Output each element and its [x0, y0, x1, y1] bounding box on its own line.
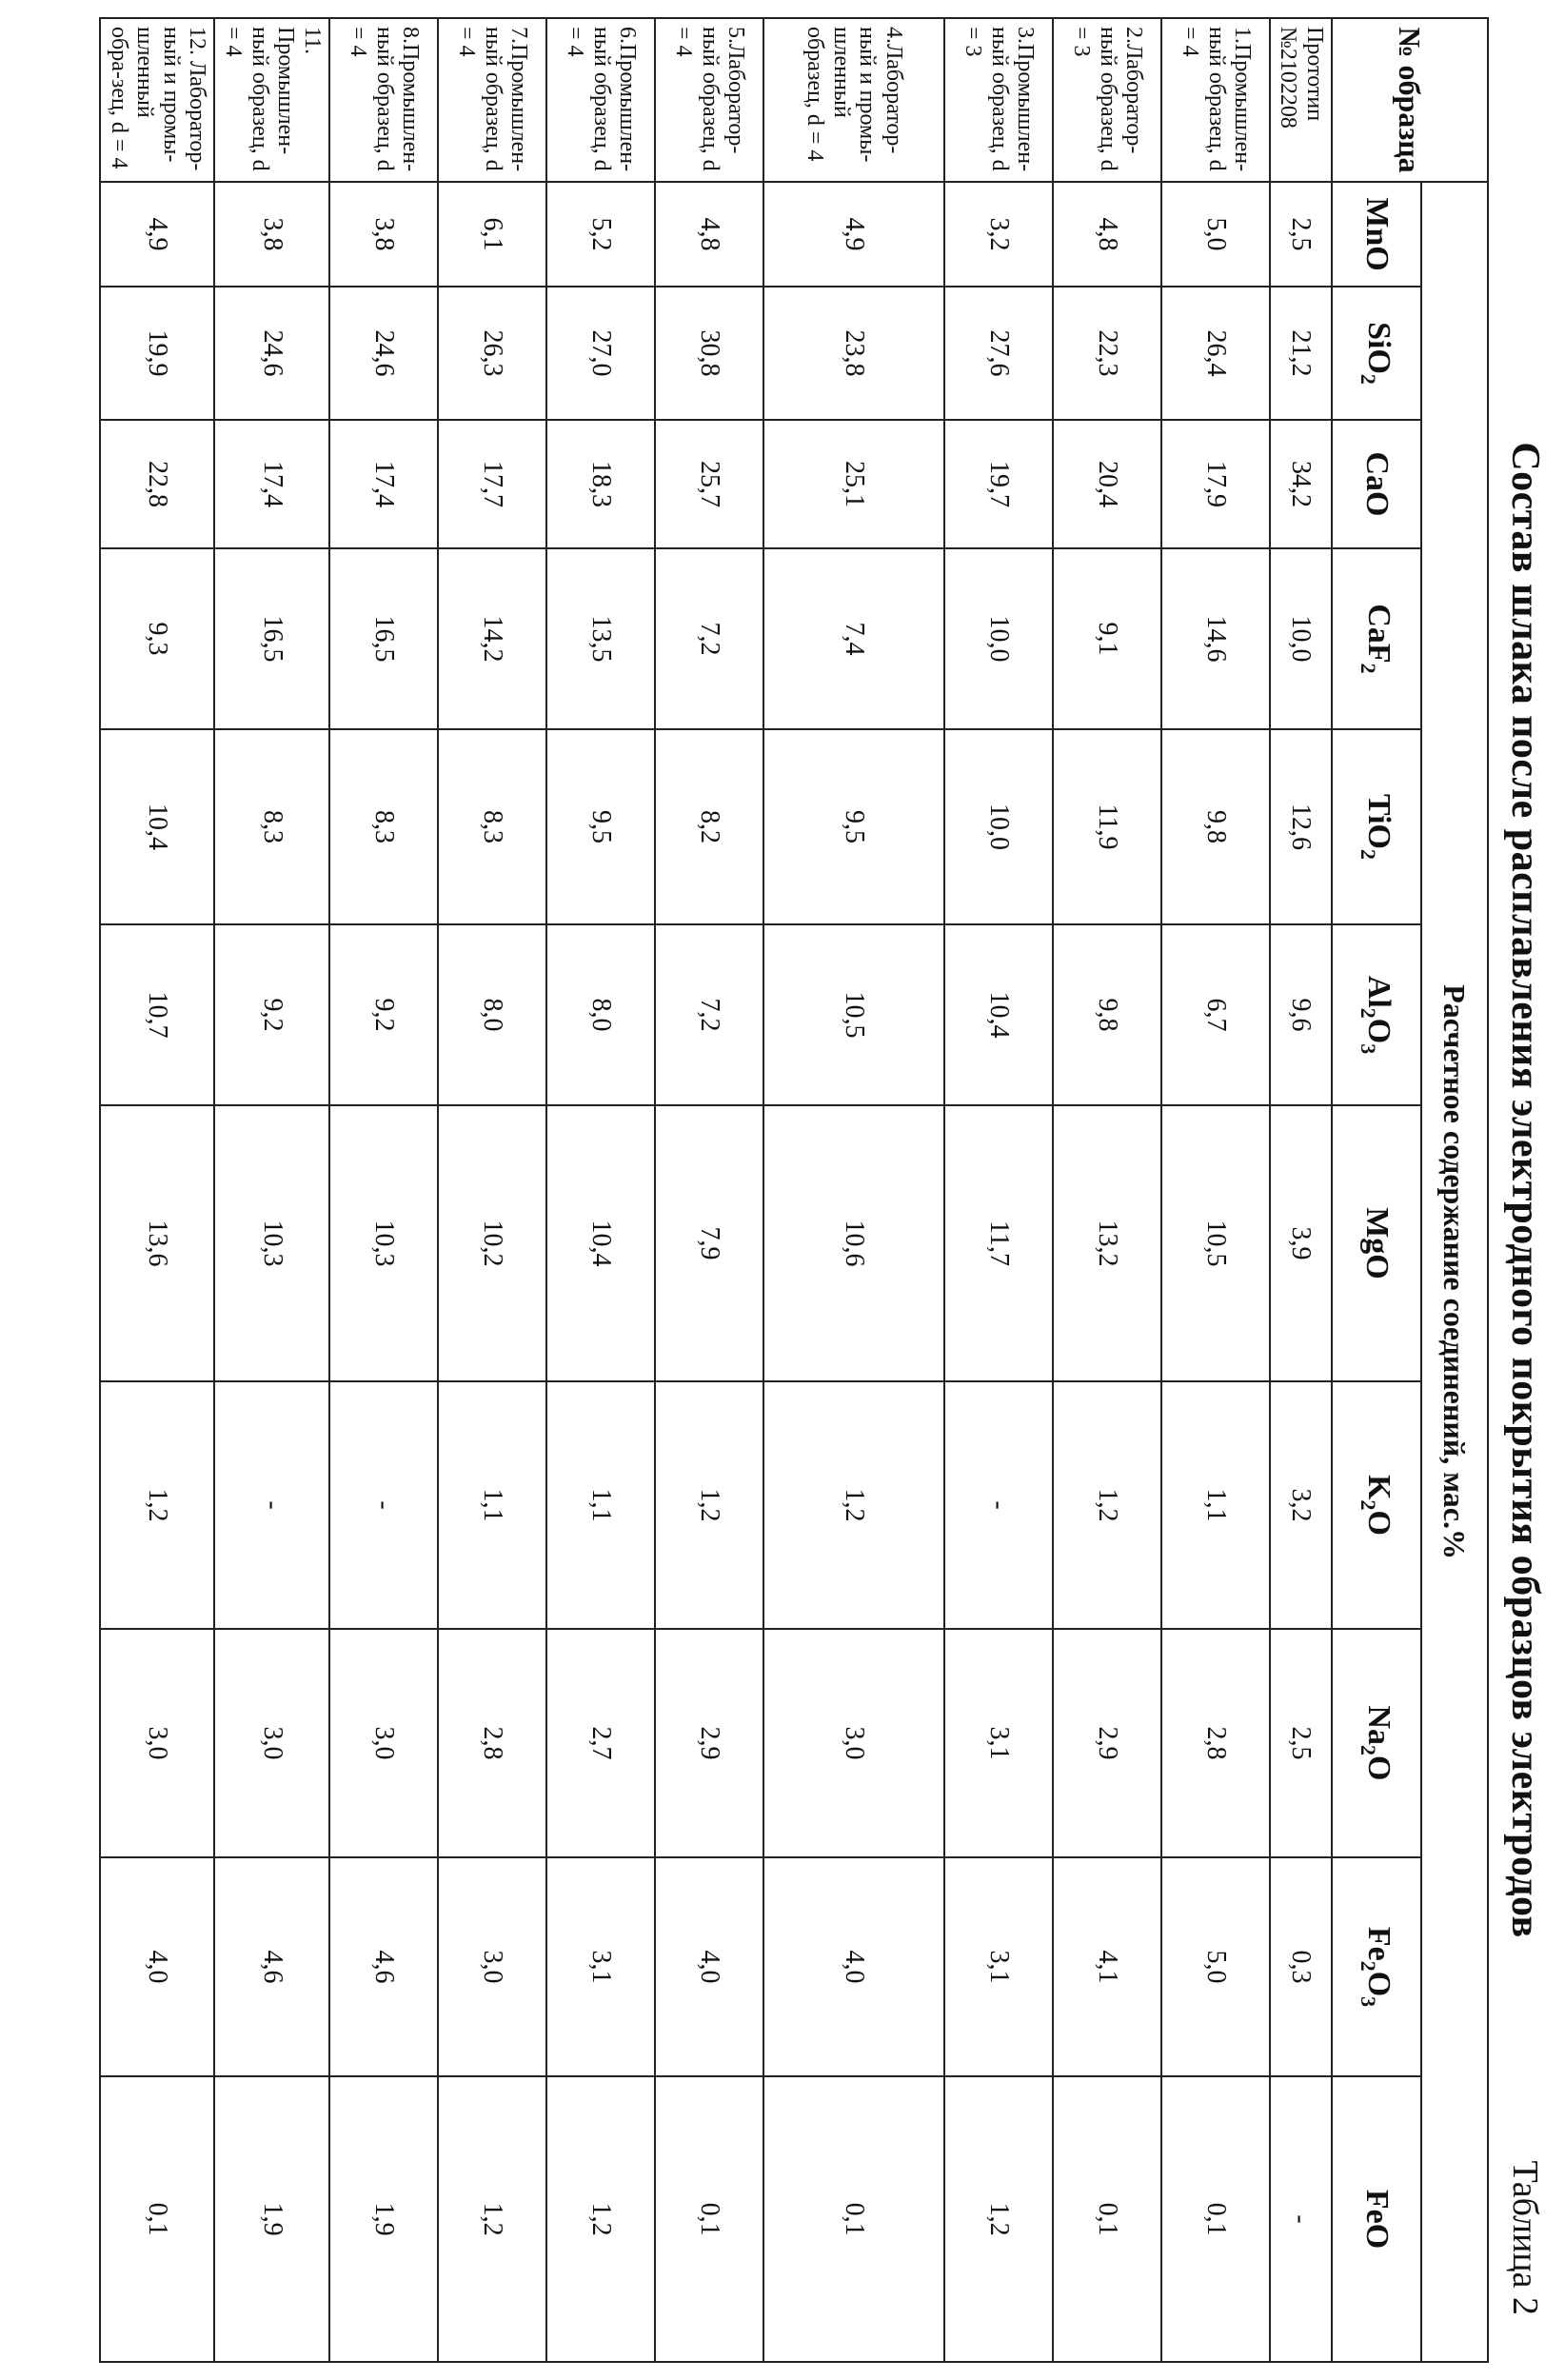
value-cell: 9,5 — [546, 729, 655, 924]
value-cell: 10,4 — [944, 924, 1053, 1105]
sample-name-cell: 12. Лаборатор-ный и промы-шленный обра-зец, d = 4 — [100, 18, 214, 182]
col-header-fe2o3: Fe2O3 — [1332, 1857, 1421, 2076]
value-cell: 2,9 — [655, 1629, 763, 1857]
value-cell: 5,0 — [1161, 1857, 1270, 2076]
value-cell: 3,1 — [944, 1629, 1053, 1857]
col-header-k2o: K2O — [1332, 1381, 1421, 1629]
value-cell: 8,3 — [329, 729, 438, 924]
value-cell: - — [1270, 2076, 1332, 2362]
value-cell: 5,0 — [1161, 182, 1270, 287]
value-cell: 3,1 — [944, 1857, 1053, 2076]
value-cell: 2,5 — [1270, 182, 1332, 287]
value-cell: 10,4 — [546, 1105, 655, 1381]
col-header-sio2: SiO2 — [1332, 287, 1421, 420]
value-cell: 9,5 — [763, 729, 944, 924]
value-cell: 7,2 — [655, 548, 763, 729]
value-cell: 10,4 — [100, 729, 214, 924]
value-cell: 14,6 — [1161, 548, 1270, 729]
table-title: Состав шлака после расплавления электродного покрытия образцов электродов — [1502, 0, 1548, 2380]
value-cell: 16,5 — [329, 548, 438, 729]
value-cell: 19,9 — [100, 287, 214, 420]
value-cell: 13,5 — [546, 548, 655, 729]
value-cell: 4,9 — [763, 182, 944, 287]
value-cell: 9,3 — [100, 548, 214, 729]
value-cell: 0,1 — [100, 2076, 214, 2362]
sample-name-cell: 3.Промышлен-ный образец, d = 3 — [944, 18, 1053, 182]
col-header-caf2: CaF2 — [1332, 548, 1421, 729]
value-cell: 4,1 — [1053, 1857, 1161, 2076]
sample-name-cell: 5.Лаборатор-ный образец, d = 4 — [655, 18, 763, 182]
value-cell: 9,1 — [1053, 548, 1161, 729]
value-cell: 10,0 — [1270, 548, 1332, 729]
value-cell: 10,6 — [763, 1105, 944, 1381]
value-cell: 1,2 — [763, 1381, 944, 1629]
value-cell: 10,3 — [214, 1105, 328, 1381]
value-cell: 23,8 — [763, 287, 944, 420]
value-cell: 17,4 — [214, 420, 328, 548]
value-cell: 11,9 — [1053, 729, 1161, 924]
value-cell: 9,2 — [214, 924, 328, 1105]
table-label: Таблица 2 — [1504, 2160, 1546, 2315]
header-group-content: Расчетное содержание соединений, мас.% — [1421, 182, 1488, 2362]
value-cell: 3,0 — [763, 1629, 944, 1857]
value-cell: 8,0 — [438, 924, 546, 1105]
header-sample-number: № образца — [1332, 18, 1488, 182]
value-cell: 6,1 — [438, 182, 546, 287]
value-cell: 9,8 — [1053, 924, 1161, 1105]
sample-name-cell: 4.Лаборатор-ный и промы-шленный образец, d = 4 — [763, 18, 944, 182]
value-cell: 24,6 — [329, 287, 438, 420]
value-cell: - — [329, 1381, 438, 1629]
col-header-tio2: TiO2 — [1332, 729, 1421, 924]
value-cell: 4,0 — [655, 1857, 763, 2076]
value-cell: 8,2 — [655, 729, 763, 924]
value-cell: 25,7 — [655, 420, 763, 548]
table-row — [100, 18, 214, 2362]
table-row — [214, 18, 328, 2362]
value-cell: 1,2 — [100, 1381, 214, 1629]
value-cell: 1,1 — [1161, 1381, 1270, 1629]
sample-name-cell: Прототип №2102208 — [1270, 18, 1332, 182]
value-cell: 3,2 — [944, 182, 1053, 287]
value-cell: 3,0 — [438, 1857, 546, 2076]
value-cell: 27,6 — [944, 287, 1053, 420]
value-cell: 10,5 — [1161, 1105, 1270, 1381]
value-cell: 17,7 — [438, 420, 546, 548]
rotated-content — [0, 0, 1565, 2380]
value-cell: 3,1 — [546, 1857, 655, 2076]
col-header-na2o: Na2O — [1332, 1629, 1421, 1857]
value-cell: 20,4 — [1053, 420, 1161, 548]
value-cell: 3,2 — [1270, 1381, 1332, 1629]
value-cell: 5,2 — [546, 182, 655, 287]
value-cell: 7,2 — [655, 924, 763, 1105]
table-row — [1053, 18, 1161, 2362]
value-cell: 9,6 — [1270, 924, 1332, 1105]
value-cell: 17,4 — [329, 420, 438, 548]
value-cell: 30,8 — [655, 287, 763, 420]
value-cell: 9,2 — [329, 924, 438, 1105]
value-cell: 12,6 — [1270, 729, 1332, 924]
value-cell: 1,2 — [944, 2076, 1053, 2362]
value-cell: 2,9 — [1053, 1629, 1161, 1857]
sample-name-cell: 7.Промышлен-ный образец, d = 4 — [438, 18, 546, 182]
value-cell: 3,8 — [214, 182, 328, 287]
value-cell: 8,3 — [214, 729, 328, 924]
value-cell: 3,0 — [100, 1629, 214, 1857]
value-cell: - — [944, 1381, 1053, 1629]
value-cell: 22,3 — [1053, 287, 1161, 420]
value-cell: 10,3 — [329, 1105, 438, 1381]
value-cell: 4,8 — [655, 182, 763, 287]
value-cell: 21,2 — [1270, 287, 1332, 420]
value-cell: 0,1 — [1053, 2076, 1161, 2362]
value-cell: 3,8 — [329, 182, 438, 287]
col-header-cao: CaO — [1332, 420, 1421, 548]
table-row — [1270, 18, 1332, 2362]
value-cell: 10,2 — [438, 1105, 546, 1381]
col-header-mgo: MgO — [1332, 1105, 1421, 1381]
value-cell: 3,0 — [214, 1629, 328, 1857]
value-cell: 1,2 — [1053, 1381, 1161, 1629]
sample-name-cell: 1.Промышлен-ный образец, d = 4 — [1161, 18, 1270, 182]
table-row — [546, 18, 655, 2362]
value-cell: 7,9 — [655, 1105, 763, 1381]
value-cell: 14,2 — [438, 548, 546, 729]
value-cell: 7,4 — [763, 548, 944, 729]
value-cell: 2,8 — [438, 1629, 546, 1857]
col-header-al2o3: Al2O3 — [1332, 924, 1421, 1105]
value-cell: 26,3 — [438, 287, 546, 420]
value-cell: 8,3 — [438, 729, 546, 924]
sample-name-cell: 11. Промышлен-ный образец, d = 4 — [214, 18, 328, 182]
value-cell: 1,9 — [329, 2076, 438, 2362]
value-cell: 0,3 — [1270, 1857, 1332, 2076]
value-cell: 22,8 — [100, 420, 214, 548]
value-cell: 19,7 — [944, 420, 1053, 548]
value-cell: 2,7 — [546, 1629, 655, 1857]
table-row — [438, 18, 546, 2362]
value-cell: 26,4 — [1161, 287, 1270, 420]
value-cell: 2,8 — [1161, 1629, 1270, 1857]
value-cell: 1,2 — [438, 2076, 546, 2362]
value-cell: 4,6 — [214, 1857, 328, 2076]
value-cell: 10,5 — [763, 924, 944, 1105]
col-header-feo: FeO — [1332, 2076, 1421, 2362]
value-cell: 16,5 — [214, 548, 328, 729]
value-cell: 1,2 — [655, 1381, 763, 1629]
value-cell: 6,7 — [1161, 924, 1270, 1105]
value-cell: 8,0 — [546, 924, 655, 1105]
value-cell: 4,9 — [100, 182, 214, 287]
value-cell: 3,0 — [329, 1629, 438, 1857]
value-cell: 0,1 — [655, 2076, 763, 2362]
document-page — [0, 0, 1565, 2380]
value-cell: 4,6 — [329, 1857, 438, 2076]
table-row — [763, 18, 944, 2362]
value-cell: 34,2 — [1270, 420, 1332, 548]
value-cell: - — [214, 1381, 328, 1629]
value-cell: 10,0 — [944, 548, 1053, 729]
value-cell: 0,1 — [763, 2076, 944, 2362]
value-cell: 11,7 — [944, 1105, 1053, 1381]
sample-name-cell: 6.Промышлен-ный образец, d = 4 — [546, 18, 655, 182]
value-cell: 1,9 — [214, 2076, 328, 2362]
value-cell: 24,6 — [214, 287, 328, 420]
value-cell: 13,6 — [100, 1105, 214, 1381]
col-header-mno: MnO — [1332, 182, 1421, 287]
sample-name-cell: 8.Промышлен-ный образец, d = 4 — [329, 18, 438, 182]
value-cell: 27,0 — [546, 287, 655, 420]
value-cell: 18,3 — [546, 420, 655, 548]
value-cell: 10,7 — [100, 924, 214, 1105]
composition-table — [99, 17, 1489, 2363]
value-cell: 1,1 — [546, 1381, 655, 1629]
sample-name-cell: 2.Лаборатор-ный образец, d = 3 — [1053, 18, 1161, 182]
value-cell: 9,8 — [1161, 729, 1270, 924]
value-cell: 4,0 — [100, 1857, 214, 2076]
table-row — [329, 18, 438, 2362]
value-cell: 3,9 — [1270, 1105, 1332, 1381]
value-cell: 1,1 — [438, 1381, 546, 1629]
table-row — [944, 18, 1053, 2362]
value-cell: 13,2 — [1053, 1105, 1161, 1381]
value-cell: 25,1 — [763, 420, 944, 548]
value-cell: 10,0 — [944, 729, 1053, 924]
table-row — [1161, 18, 1270, 2362]
value-cell: 1,2 — [546, 2076, 655, 2362]
value-cell: 2,5 — [1270, 1629, 1332, 1857]
table-row — [655, 18, 763, 2362]
value-cell: 0,1 — [1161, 2076, 1270, 2362]
value-cell: 17,9 — [1161, 420, 1270, 548]
value-cell: 4,8 — [1053, 182, 1161, 287]
value-cell: 4,0 — [763, 1857, 944, 2076]
